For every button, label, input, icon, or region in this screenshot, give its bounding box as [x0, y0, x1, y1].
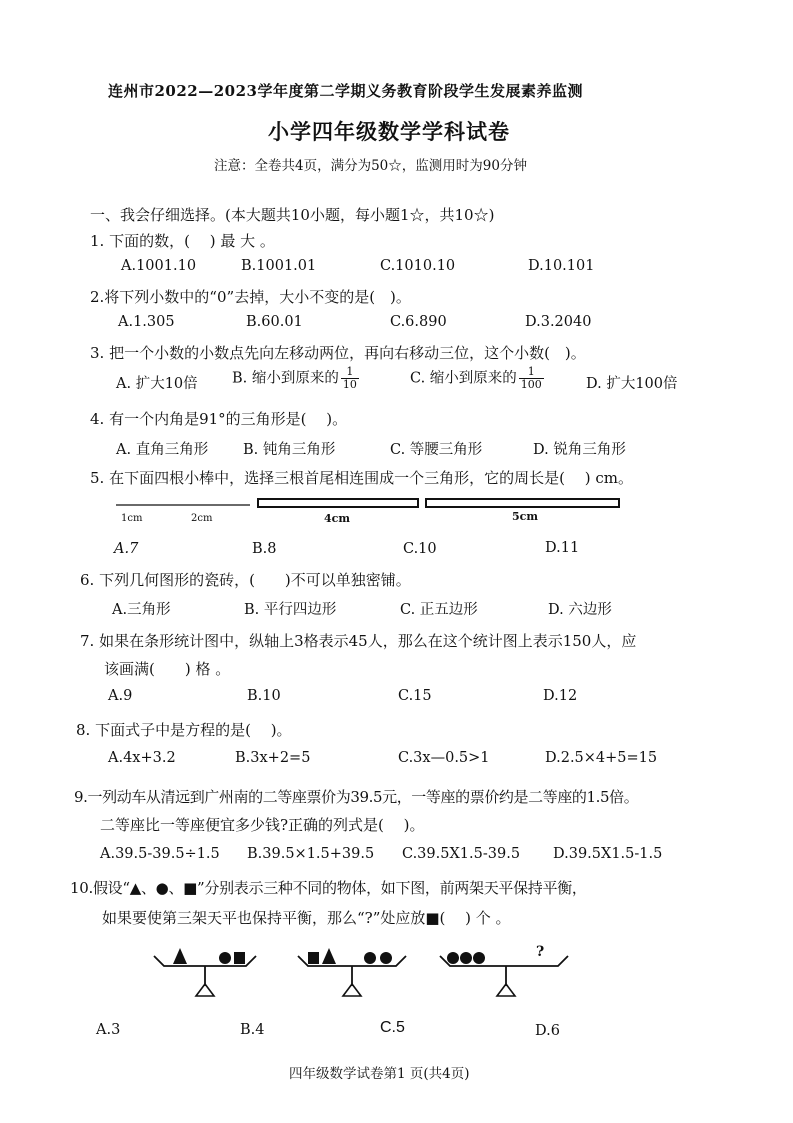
square-weight: [234, 952, 245, 964]
question-1-option-c: C.1010.10: [380, 258, 456, 274]
question-9-option-c: C.39.5X1.5-39.5: [402, 846, 521, 862]
question-4-option-d: D. 锐角三角形: [533, 442, 626, 458]
circle-weight: [447, 952, 459, 964]
question-3-option-d: D. 扩大100倍: [586, 376, 678, 392]
question-4-stem: 4. 有一个内角是91°的三角形是( )。: [90, 410, 348, 428]
question-7-stem: 7. 如果在条形统计图中，纵轴上3格表示45人，那么在这个统计图上表示150人，应: [80, 632, 637, 650]
stick-5cm: [426, 499, 619, 507]
question-3-option-c-label: C. 缩小到原来的: [410, 370, 517, 387]
circle-weight: [460, 952, 472, 964]
question-5-option-c: C.10: [403, 541, 437, 557]
circle-weight: [473, 952, 485, 964]
question-8-option-c: C.3x—0.5>1: [398, 750, 490, 766]
question-10-stem: 10.假设“▲、●、■”分别表示三种不同的物体，如下图，前两架天平保持平衡，: [70, 879, 587, 897]
question-10-stem-line2: 如果要使第三架天平也保持平衡，那么“?”处应放■( ) 个 。: [102, 909, 511, 927]
question-1-stem: 1. 下面的数，( ) 最 大 。: [90, 232, 275, 250]
fraction-one-hundredth: $\frac{1}{100}$: [520, 365, 542, 391]
page-footer: 四年级数学试卷第1 页(共4页): [289, 1066, 470, 1082]
question-9-option-b: B.39.5×1.5+39.5: [247, 846, 375, 862]
question-9-option-d: D.39.5X1.5-1.5: [553, 846, 663, 862]
circle-weight: [380, 952, 392, 964]
exam-note: 注意：全卷共4页，满分为50☆，监测用时为90分钟: [214, 158, 527, 174]
question-10-option-a: A.3: [96, 1022, 121, 1038]
question-10-option-b: B.4: [240, 1022, 265, 1038]
question-3-option-a: A. 扩大10倍: [116, 376, 198, 392]
balance-scale-1: [154, 948, 256, 996]
triangle-weight: [173, 948, 187, 964]
question-5-option-a: A.7: [114, 541, 139, 557]
sticks-figure: [110, 494, 630, 534]
question-2-option-d: D.3.2040: [525, 314, 592, 330]
question-8-option-b: B.3x+2=5: [235, 750, 311, 766]
question-7-option-c: C.15: [398, 688, 432, 704]
question-7-option-b: B.10: [247, 688, 281, 704]
question-3-option-c: [410, 366, 546, 391]
question-3-option-b: [232, 366, 361, 391]
question-7-option-d: D.12: [543, 688, 578, 704]
question-9-stem-line2: 二等座比一等座便宜多少钱?正确的列式是( )。: [100, 816, 425, 834]
question-3-option-b-label: B. 缩小到原来的: [232, 370, 339, 387]
balance-scales-figure: [148, 940, 578, 1004]
exam-header: 连州市2022—2023学年度第二学期义务教育阶段学生发展素养监测: [108, 82, 583, 100]
question-2-option-a: A.1.305: [118, 314, 175, 330]
question-4-option-b: B. 钝角三角形: [243, 442, 336, 458]
question-1-option-a: A.1001.10: [121, 258, 197, 274]
stick-label-4cm: 4cm: [324, 512, 350, 525]
question-10-option-c: C.5: [380, 1019, 405, 1036]
question-6-option-b: B. 平行四边形: [244, 602, 337, 618]
question-6-option-a: A.三角形: [112, 602, 171, 618]
question-6-option-c: C. 正五边形: [400, 602, 478, 618]
balance-scale-3: [440, 952, 568, 996]
question-4-option-c: C. 等腰三角形: [390, 442, 483, 458]
stick-label-5cm: 5cm: [512, 510, 538, 523]
question-mark-label: ?: [536, 944, 545, 960]
question-5-option-d: D.11: [545, 540, 580, 556]
question-1-option-b: B.1001.01: [241, 258, 317, 274]
stick-4cm: [258, 499, 418, 507]
question-2-option-c: C.6.890: [390, 314, 447, 330]
stick-label-1cm: 1cm: [121, 513, 143, 524]
question-3-stem: 3. 把一个小数的小数点先向左移动两位，再向右移动三位，这个小数( )。: [90, 344, 586, 362]
fraction-one-tenth: $\frac{1}{10}$: [342, 365, 357, 391]
question-6-stem: 6. 下列几何图形的瓷砖，( )不可以单独密铺。: [80, 571, 411, 589]
question-6-option-d: D. 六边形: [548, 602, 612, 618]
balance-scale-2: [298, 948, 406, 996]
circle-weight: [219, 952, 231, 964]
question-8-option-d: D.2.5×4+5=15: [545, 750, 658, 766]
circle-weight: [364, 952, 376, 964]
exam-title: 小学四年级数学学科试卷: [268, 119, 510, 144]
question-2-stem: 2.将下列小数中的“0”去掉，大小不变的是( )。: [90, 288, 411, 306]
question-4-option-a: A. 直角三角形: [116, 442, 209, 458]
square-weight: [308, 952, 319, 964]
stick-label-2cm: 2cm: [191, 513, 213, 524]
question-8-stem: 8. 下面式子中是方程的是( )。: [76, 721, 292, 739]
triangle-weight: [322, 948, 336, 964]
question-9-option-a: A.39.5-39.5÷1.5: [100, 846, 220, 862]
question-1-option-d: D.10.101: [528, 258, 595, 274]
question-2-option-b: B.60.01: [246, 314, 303, 330]
question-5-stem: 5. 在下面四根小棒中，选择三根首尾相连围成一个三角形，它的周长是( ) cm。: [90, 469, 633, 487]
question-7-option-a: A.9: [108, 688, 133, 704]
question-5-option-b: B.8: [252, 541, 277, 557]
question-7-stem-line2: 该画满( ) 格 。: [104, 660, 231, 678]
question-8-option-a: A.4x+3.2: [108, 750, 176, 766]
section-heading: 一、我会仔细选择。(本大题共10小题，每小题1☆，共10☆): [90, 206, 495, 224]
question-9-stem: 9.一列动车从清远到广州南的二等座票价为39.5元，一等座的票价约是二等座的1.5倍。: [74, 788, 639, 806]
question-10-option-d: D.6: [535, 1023, 560, 1039]
